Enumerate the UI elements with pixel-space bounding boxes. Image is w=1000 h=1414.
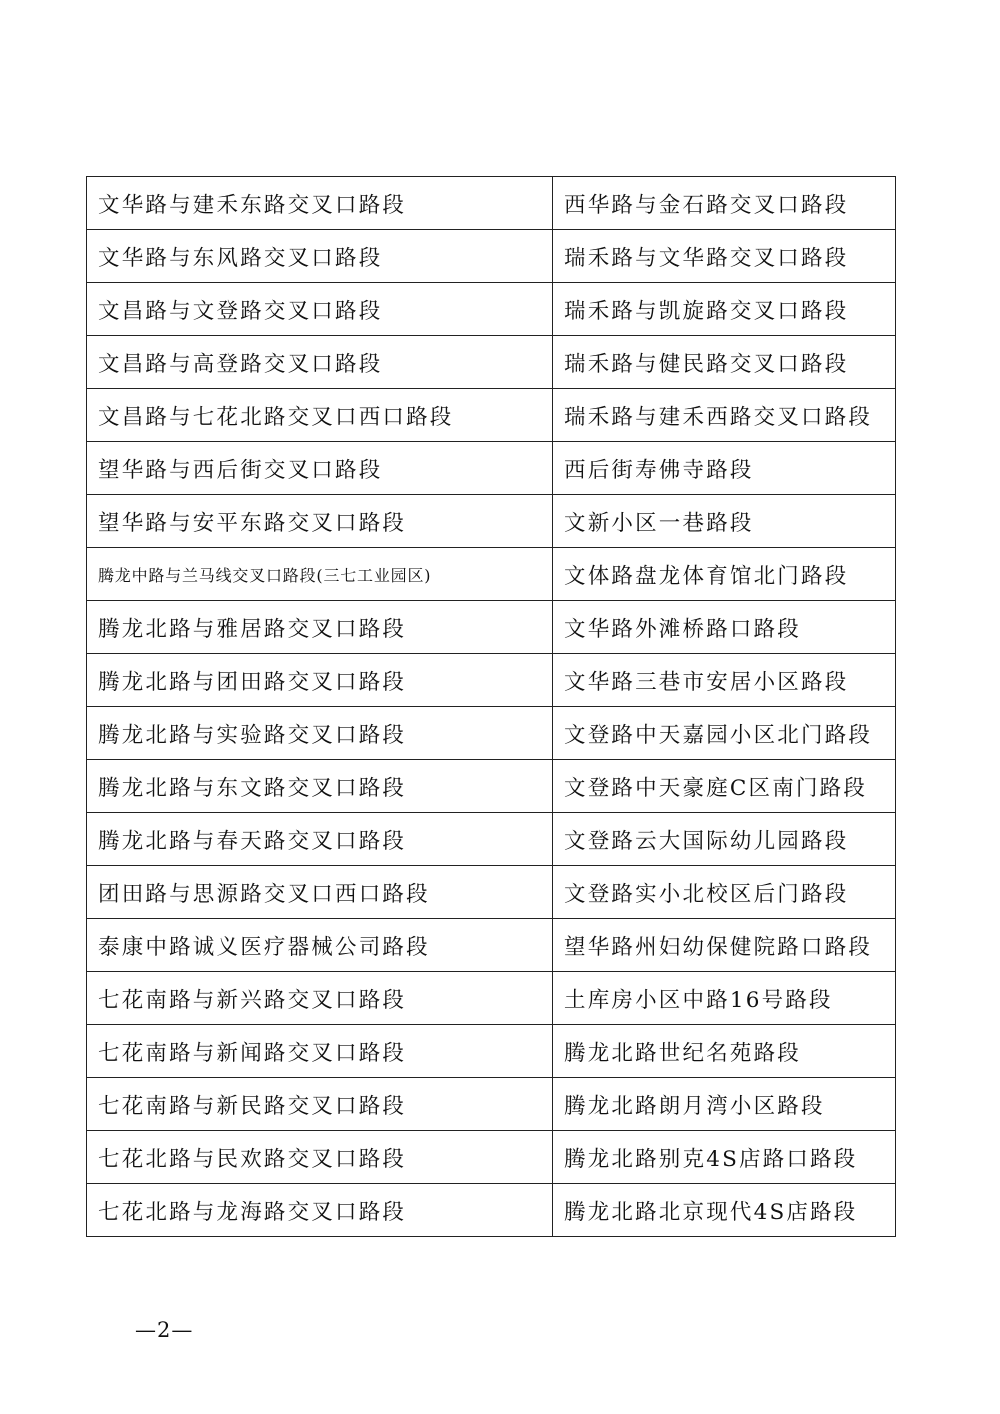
left-cell: 七花南路与新闻路交叉口路段 [87,1025,553,1078]
right-cell: 文华路三巷市安居小区路段 [553,654,896,707]
left-cell: 腾龙中路与兰马线交叉口路段(三七工业园区) [87,548,553,601]
left-cell: 文昌路与文登路交叉口路段 [87,283,553,336]
left-cell: 文华路与建禾东路交叉口路段 [87,177,553,230]
right-cell: 瑞禾路与健民路交叉口路段 [553,336,896,389]
right-cell: 土库房小区中路16号路段 [553,972,896,1025]
table-row [87,1078,896,1131]
right-cell: 文华路外滩桥路口路段 [553,601,896,654]
road-segment-table [86,176,896,1237]
table-row [87,972,896,1025]
right-cell: 瑞禾路与凯旋路交叉口路段 [553,283,896,336]
left-cell: 文华路与东风路交叉口路段 [87,230,553,283]
table-row [87,283,896,336]
table-row [87,1131,896,1184]
right-cell: 腾龙北路北京现代4S店路段 [553,1184,896,1237]
left-cell: 腾龙北路与团田路交叉口路段 [87,654,553,707]
table-row [87,442,896,495]
right-cell: 文登路云大国际幼儿园路段 [553,813,896,866]
table-row [87,177,896,230]
left-cell: 七花北路与民欢路交叉口路段 [87,1131,553,1184]
table-row [87,813,896,866]
table-row [87,1025,896,1078]
left-cell: 腾龙北路与东文路交叉口路段 [87,760,553,813]
right-cell: 西华路与金石路交叉口路段 [553,177,896,230]
left-cell: 七花南路与新兴路交叉口路段 [87,972,553,1025]
table-row [87,760,896,813]
page-number: —2— [135,1318,194,1342]
table-row [87,495,896,548]
right-cell: 文登路中天豪庭C区南门路段 [553,760,896,813]
left-cell: 文昌路与高登路交叉口路段 [87,336,553,389]
left-cell: 腾龙北路与实验路交叉口路段 [87,707,553,760]
left-cell: 七花北路与龙海路交叉口路段 [87,1184,553,1237]
road-segment-table-body [87,177,896,1237]
table-row [87,707,896,760]
right-cell: 腾龙北路朗月湾小区路段 [553,1078,896,1131]
right-cell: 望华路州妇幼保健院路口路段 [553,919,896,972]
right-cell: 文新小区一巷路段 [553,495,896,548]
left-cell: 望华路与西后街交叉口路段 [87,442,553,495]
right-cell: 文登路实小北校区后门路段 [553,866,896,919]
left-cell: 文昌路与七花北路交叉口西口路段 [87,389,553,442]
left-cell: 团田路与思源路交叉口西口路段 [87,866,553,919]
left-cell: 腾龙北路与雅居路交叉口路段 [87,601,553,654]
table-row [87,919,896,972]
table-row [87,336,896,389]
right-cell: 腾龙北路别克4S店路口路段 [553,1131,896,1184]
right-cell: 瑞禾路与文华路交叉口路段 [553,230,896,283]
right-cell: 瑞禾路与建禾西路交叉口路段 [553,389,896,442]
table-row [87,866,896,919]
table-row [87,389,896,442]
table-row [87,601,896,654]
left-cell: 腾龙北路与春天路交叉口路段 [87,813,553,866]
left-cell: 望华路与安平东路交叉口路段 [87,495,553,548]
table-row [87,1184,896,1237]
right-cell: 腾龙北路世纪名苑路段 [553,1025,896,1078]
left-cell: 泰康中路诚义医疗器械公司路段 [87,919,553,972]
left-cell: 七花南路与新民路交叉口路段 [87,1078,553,1131]
right-cell: 文体路盘龙体育馆北门路段 [553,548,896,601]
table-row [87,548,896,601]
table-row [87,654,896,707]
right-cell: 文登路中天嘉园小区北门路段 [553,707,896,760]
right-cell: 西后街寿佛寺路段 [553,442,896,495]
table-row [87,230,896,283]
